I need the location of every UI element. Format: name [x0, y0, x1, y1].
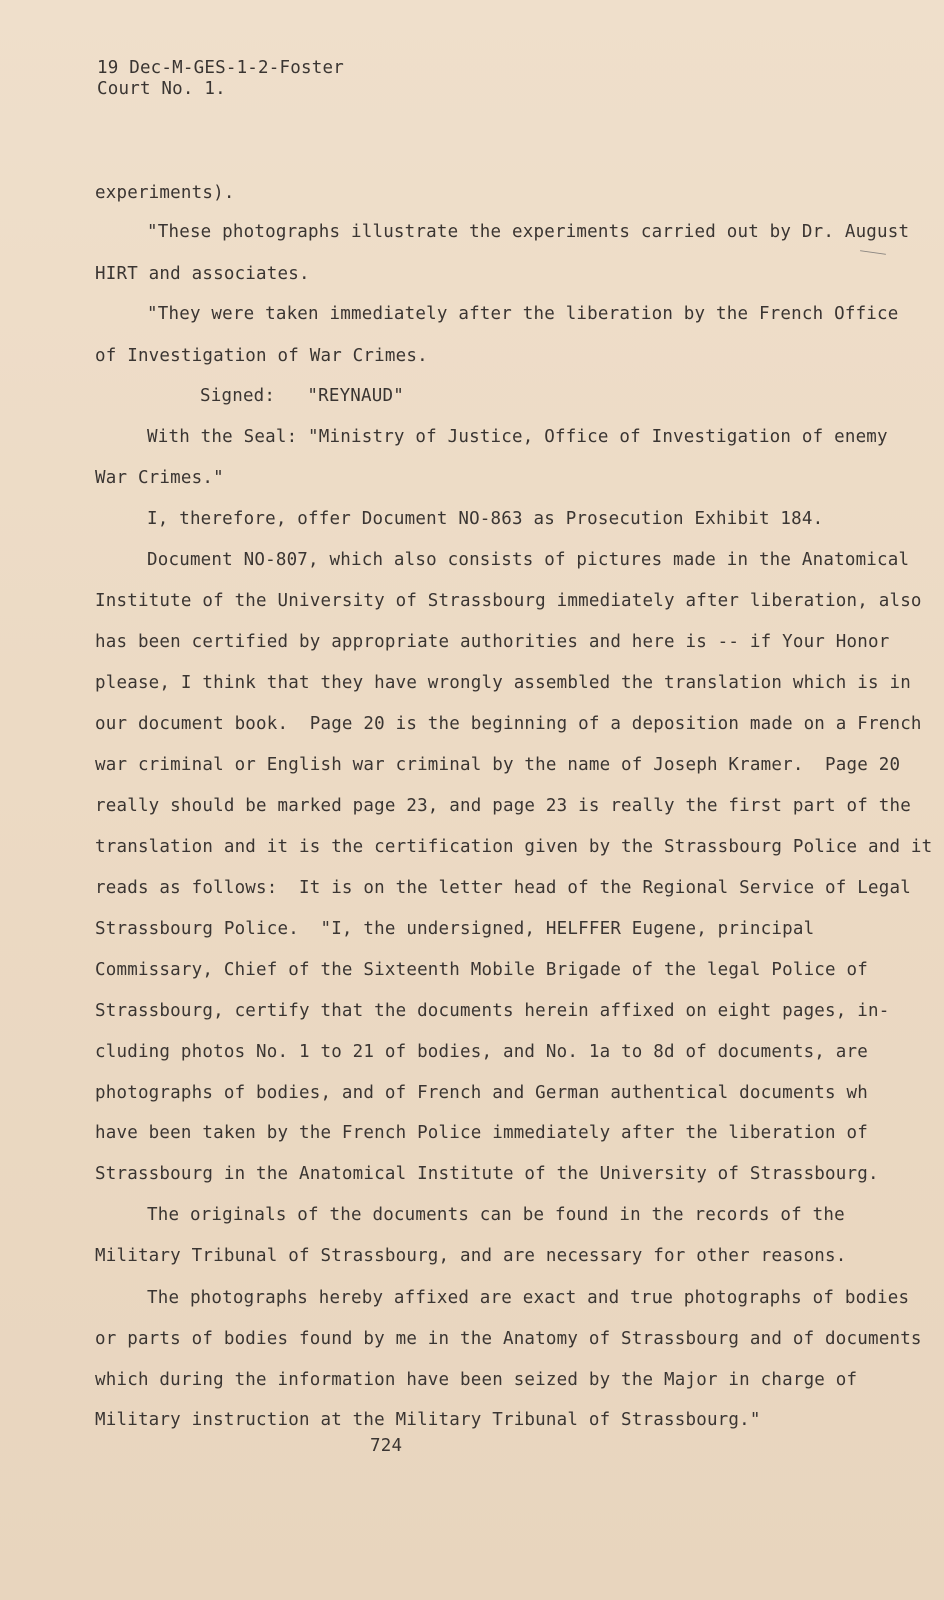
body-line: I, therefore, offer Document NO-863 as Prosecution Exhibit 184. — [147, 509, 824, 529]
body-line: War Crimes." — [95, 468, 224, 488]
body-line: of Investigation of War Crimes. — [95, 346, 428, 366]
body-line: really should be marked page 23, and page 23 is really the first part of the — [95, 796, 911, 816]
body-line: cluding photos No. 1 to 21 of bodies, and No. 1a to 8d of documents, are — [95, 1042, 868, 1062]
body-line: our document book. Page 20 is the beginning of a deposition made on a French — [95, 714, 922, 734]
body-line: Commissary, Chief of the Sixteenth Mobile Brigade of the legal Police of — [95, 960, 868, 980]
body-line: The originals of the documents can be found in the records of the — [147, 1205, 845, 1225]
body-line: have been taken by the French Police immediately after the liberation of — [95, 1123, 868, 1143]
body-line: "These photographs illustrate the experiments carried out by Dr. August — [147, 222, 910, 242]
body-line: Strassbourg in the Anatomical Institute of the University of Strassbourg. — [95, 1164, 879, 1184]
header-line-2: Court No. 1. — [97, 79, 226, 99]
body-line: reads as follows: It is on the letter head of the Regional Service of Legal — [95, 878, 911, 898]
body-line: The photographs hereby affixed are exact and true photographs of bodies — [147, 1288, 910, 1308]
body-line: war criminal or English war criminal by the name of Joseph Kramer. Page 20 — [95, 755, 901, 775]
body-line: please, I think that they have wrongly assembled the translation which is in — [95, 673, 911, 693]
body-line: Military instruction at the Military Tribunal of Strassbourg." — [95, 1410, 761, 1430]
body-line: or parts of bodies found by me in the Anatomy of Strassbourg and of documents — [95, 1329, 922, 1349]
signature-line: Signed: "REYNAUD" — [200, 386, 404, 406]
body-line: HIRT and associates. — [95, 264, 310, 284]
body-line: Document NO-807, which also consists of pictures made in the Anatomical — [147, 550, 910, 570]
body-line: Strassbourg Police. "I, the undersigned, HELFFER Eugene, principal — [95, 919, 815, 939]
body-line: Institute of the University of Strassbourg immediately after liberation, also — [95, 591, 922, 611]
body-line: photographs of bodies, and of French and German authentical documents wh — [95, 1083, 868, 1103]
body-line: Strassbourg, certify that the documents herein affixed on eight pages, in- — [95, 1001, 890, 1021]
body-line: experiments). — [95, 183, 235, 203]
header-line-1: 19 Dec-M-GES-1-2-Foster — [97, 58, 344, 78]
pencil-mark — [860, 250, 886, 255]
body-line: "They were taken immediately after the liberation by the French Office — [147, 304, 899, 324]
body-line: With the Seal: "Ministry of Justice, Office of Investigation of enemy — [147, 427, 888, 447]
body-line: which during the information have been seized by the Major in charge of — [95, 1370, 858, 1390]
page-number: 724 — [370, 1436, 403, 1456]
body-line: translation and it is the certification given by the Strassbourg Police and it — [95, 837, 933, 857]
body-line: has been certified by appropriate authorities and here is -- if Your Honor — [95, 632, 890, 652]
body-line: Military Tribunal of Strassbourg, and are necessary for other reasons. — [95, 1246, 847, 1266]
